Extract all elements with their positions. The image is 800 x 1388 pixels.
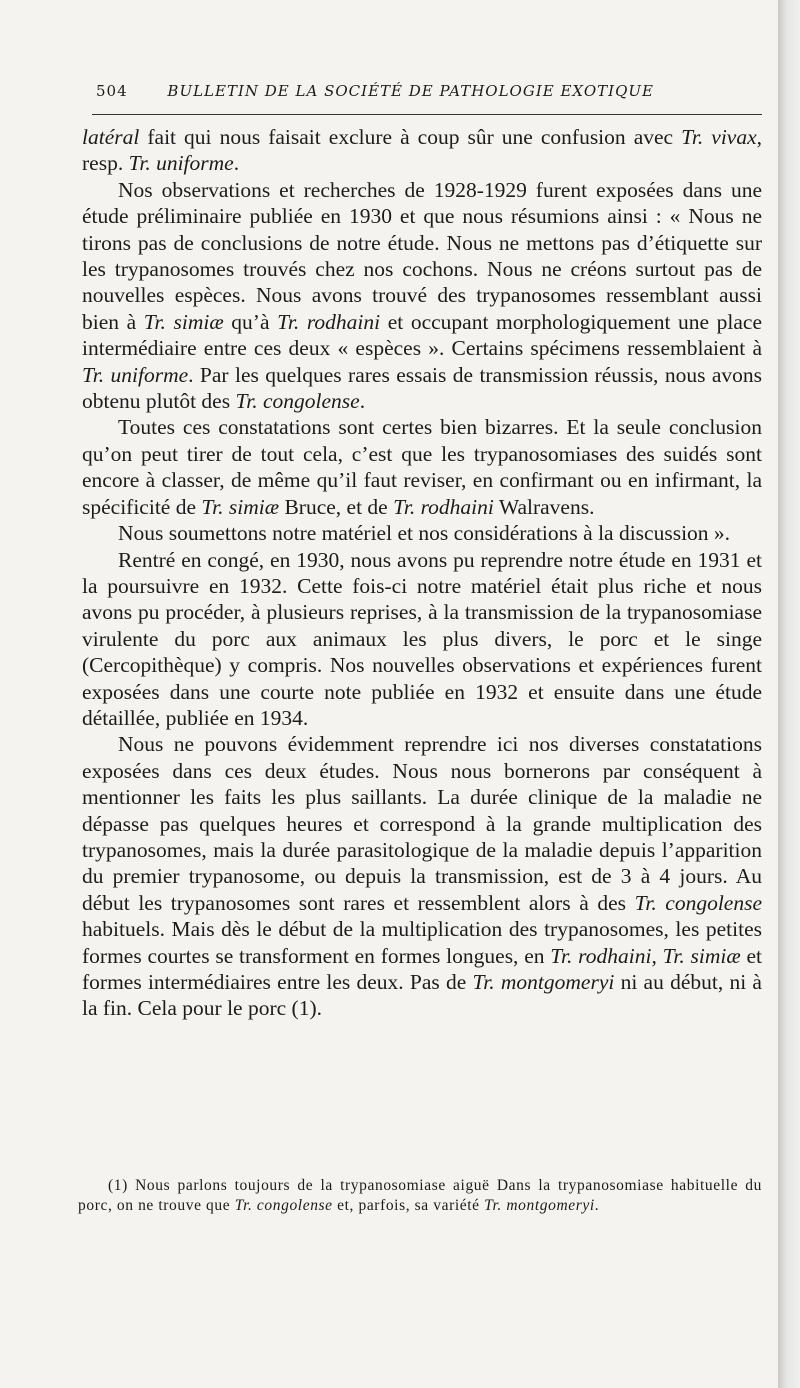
paragraph: Nous soumettons notre matériel et nos considérations à la discussion ». xyxy=(118,521,731,546)
header-rule xyxy=(92,114,762,115)
page-number: 504 xyxy=(96,82,128,100)
paragraph: Rentré en congé, en 1930, nous avons pu reprendre notre étude en 1931 et la poursuivre en 1932. Cette fois-ci notre matériel était plus riche et nous avons pu procéder, à plusieurs reprises, à la transmission de la trypanosomiase virulente du porc aux animaux les plus divers, le porc et le singe (Cercopithèque) y compris. Nos nouvelles observations et expériences furent exposées dans une courte note publiée en 1932 et ensuite dans une étude détaillée, publiée en 1934. xyxy=(82,547,762,730)
paragraph: latéral fait qui nous faisait exclure à coup sûr une confusion avec Tr. vivax, resp. Tr. uniforme. xyxy=(82,125,762,176)
body-text xyxy=(82,124,762,1022)
running-title: BULLETIN DE LA SOCIÉTÉ DE PATHOLOGIE EXOTIQUE xyxy=(167,82,654,100)
paragraph: Nos observations et recherches de 1928-1929 furent exposées dans une étude préliminaire publiée en 1930 et que nous résumions ainsi : « Nous ne tirons pas de conclusions de notre étude. Nous ne mettons pas d’étiquette sur les trypanosomes trouvés chez nos cochons. Nous ne créons surtout pas de nouvelles espèces. Nous avons trouvé des trypanosomes ressemblant aussi bien à Tr. simiæ qu’à Tr. rodhaini et occupant morphologiquement une place intermédiaire entre ces deux « espèces ». Certains spécimens ressemblaient à Tr. uniforme. Par les quelques rares essais de transmission réussis, nous avons obtenu plutôt des Tr. congolense. xyxy=(82,177,763,414)
page-edge xyxy=(778,0,800,1388)
paragraph: Nous ne pouvons évidemment reprendre ici nos diverses constatations exposées dans ces deux études. Nous nous bornerons par conséquent à mentionner les faits les plus saillants. La durée clinique de la maladie ne dépasse pas quelques heures et correspond à la grande multiplication des trypanosomes, mais la durée parasitologique de la maladie depuis l’apparition du premier trypanosome, ou depuis la transmission, est de 3 à 4 jours. Au début les trypanosomes sont rares et ressemblent alors à des Tr. congolense habituels. Mais dès le début de la multiplication des trypanosomes, les petites formes courtes se transforment en formes longues, en Tr. rodhaini, Tr. simiæ et formes intermédiaires entre les deux. Pas de Tr. montgomeryi ni au début, ni à la fin. Cela pour le porc (1). xyxy=(82,732,762,1021)
paragraph: Toutes ces constatations sont certes bien bizarres. Et la seule conclusion qu’on peut tirer de tout cela, c’est que les trypanosomiases des suidés sont encore à classer, de même qu’il faut reviser, en confirmant ou en infirmant, la spécificité de Tr. simiæ Bruce, et de Tr. rodhaini Walravens. xyxy=(82,415,762,519)
running-header xyxy=(96,82,760,100)
footnote: (1) Nous parlons toujours de la trypanosomiase aiguë Dans la trypanosomiase habituelle du porc, on ne trouve que Tr. congolense et, parfois, sa variété Tr. montgomeryi. xyxy=(78,1177,762,1214)
